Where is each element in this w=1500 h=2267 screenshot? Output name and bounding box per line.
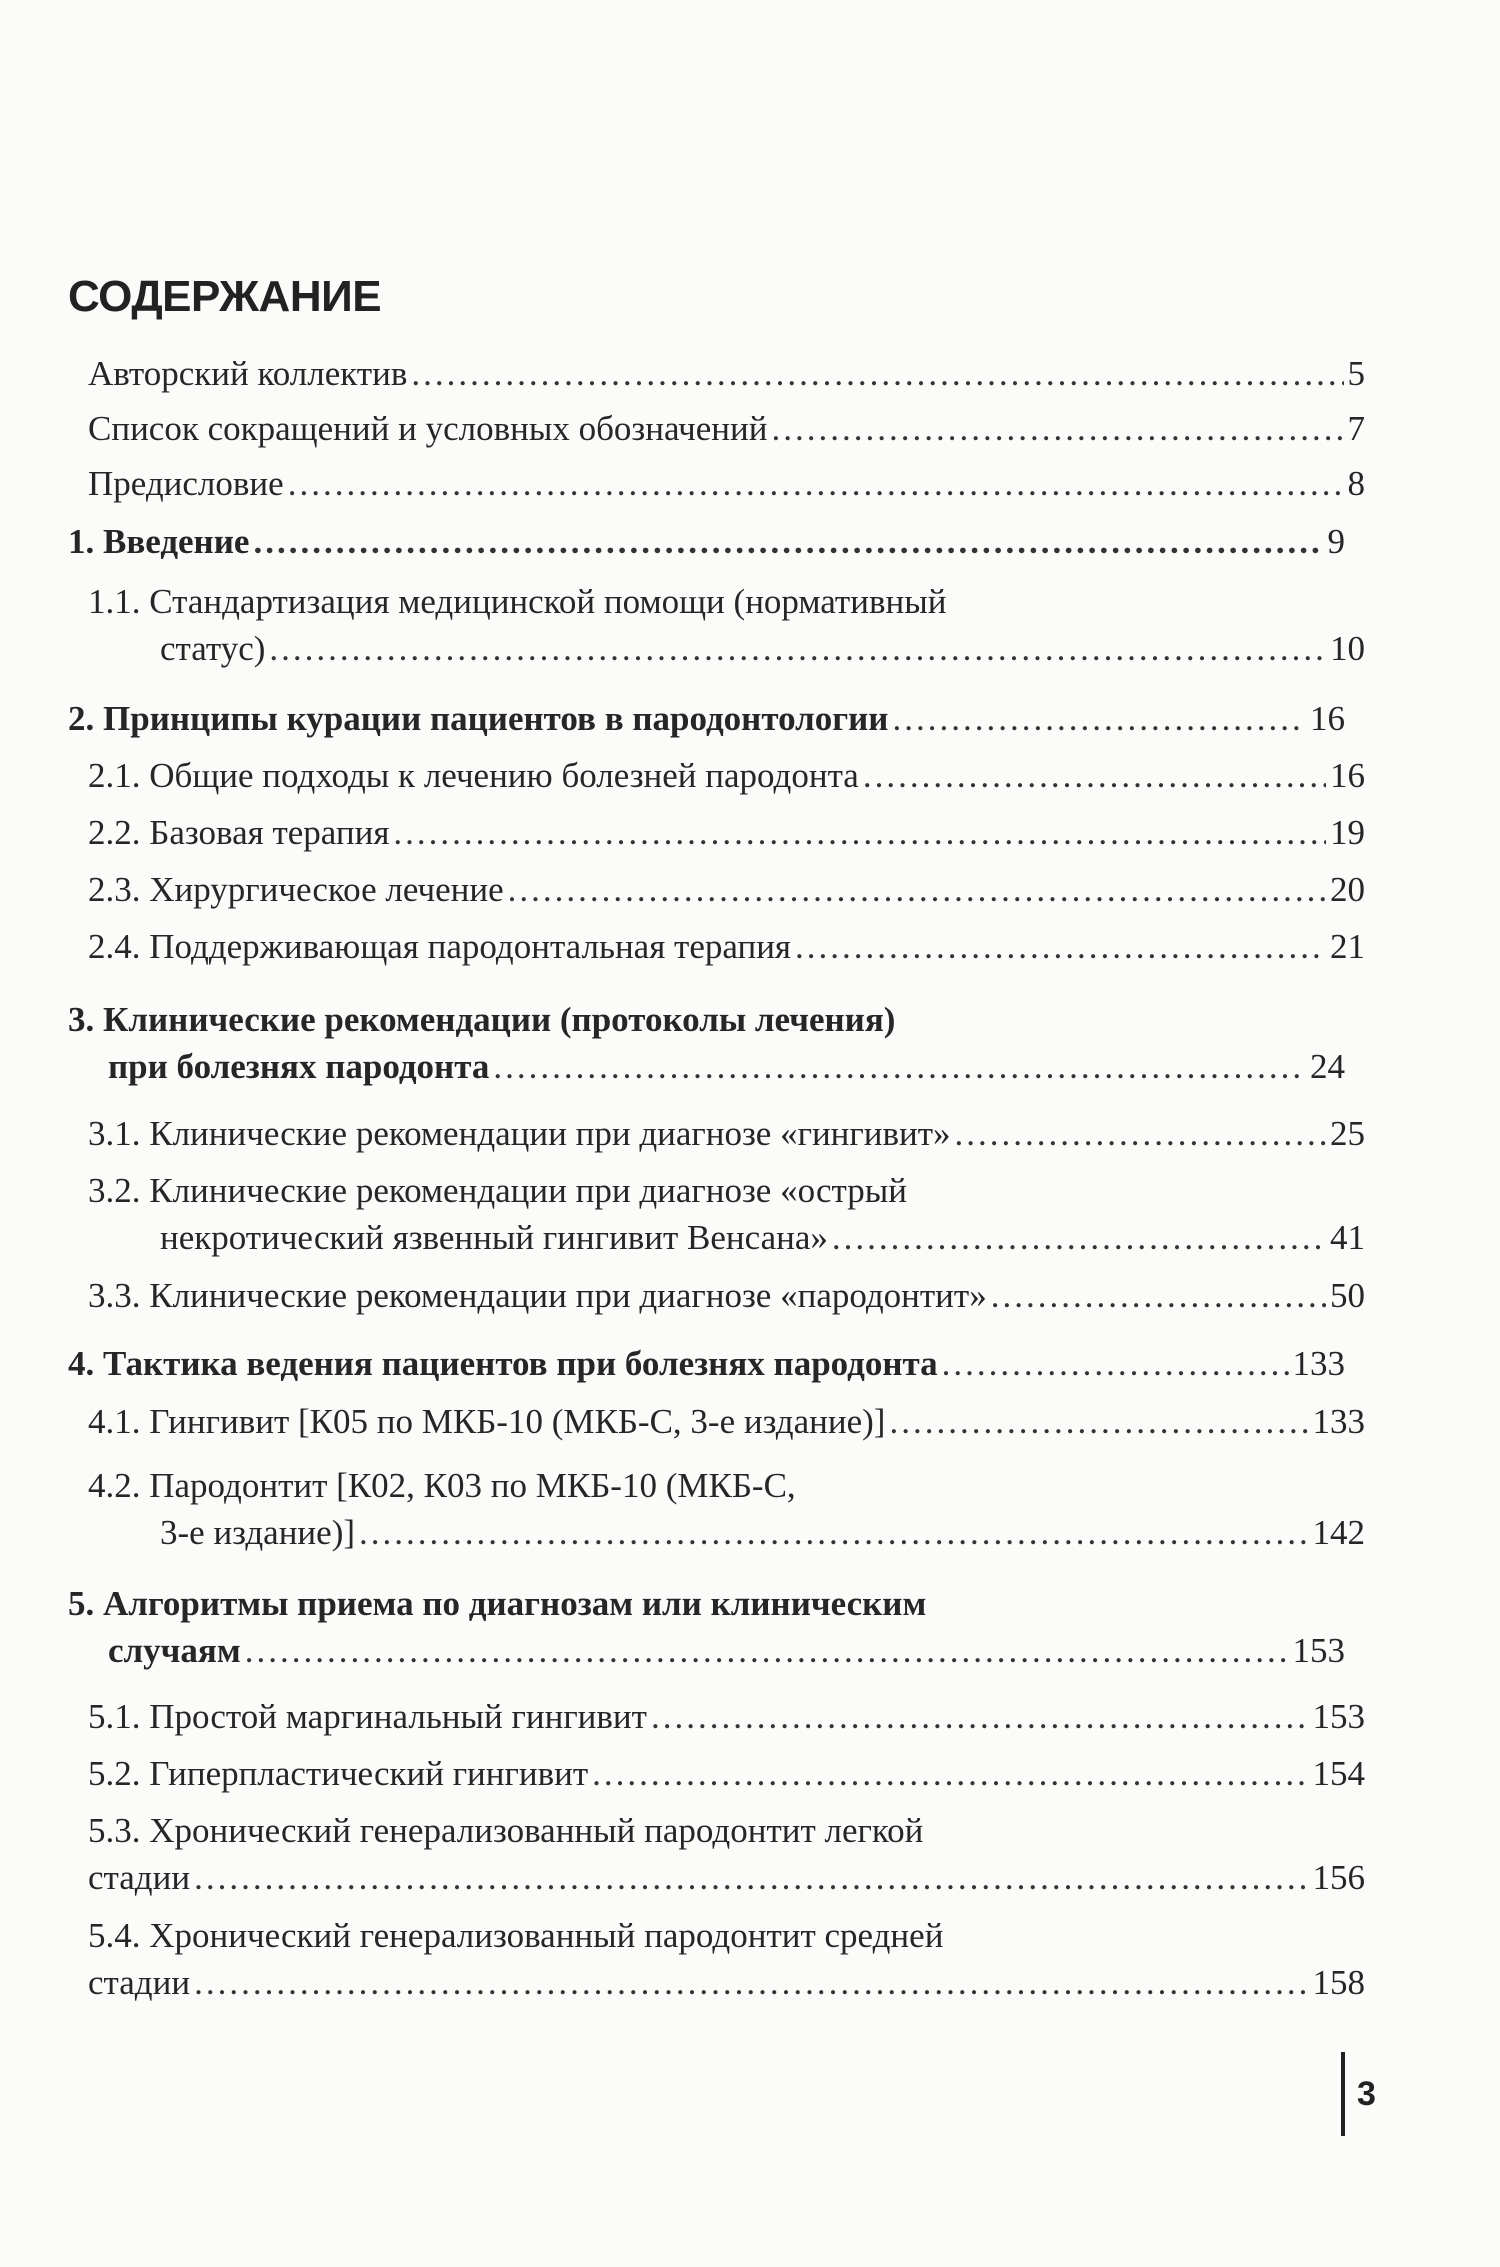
- toc-entry-label: 2.2. Базовая терапия: [88, 813, 390, 852]
- toc-entry: [68, 1272, 1365, 1319]
- toc-entry-page: 24: [1310, 1047, 1345, 1086]
- toc-entry-label-cont: при болезнях пародонта: [108, 1047, 490, 1086]
- toc-entry-page: 142: [1312, 1513, 1365, 1552]
- dot-leader: [288, 460, 1344, 507]
- toc-entry-label: 1. Введение: [68, 522, 250, 561]
- dot-leader: [411, 350, 1343, 397]
- toc-entry-page: 10: [1330, 629, 1365, 668]
- toc-entry-page: 16: [1330, 756, 1365, 795]
- dot-leader: [832, 1214, 1326, 1261]
- toc-entry-label: 2.1. Общие подходы к лечению болезней пародонта: [88, 756, 859, 795]
- toc-entry: [68, 1110, 1365, 1157]
- dot-leader: [359, 1509, 1308, 1556]
- page-number-text: 3: [1357, 2074, 1376, 2113]
- toc-entry-label: 3.1. Клинические рекомендации при диагнозе «гингивит»: [88, 1114, 951, 1153]
- dot-leader: [269, 625, 1326, 672]
- toc-entry-page: 133: [1312, 1402, 1365, 1441]
- toc-entry-label: 4.1. Гингивит [К05 по МКБ-10 (МКБ-С, 3-е издание)]: [88, 1402, 886, 1441]
- toc-entry-label-cont: некротический язвенный гингивит Венсана»: [160, 1218, 828, 1257]
- toc-entry-page: 19: [1330, 813, 1365, 852]
- toc-entry-label-cont: случаям: [108, 1631, 241, 1670]
- toc-entry: [68, 1750, 1365, 1797]
- toc-entry: [68, 1462, 1365, 1556]
- dot-leader: [991, 1272, 1326, 1319]
- toc-entry-label: 4. Тактика ведения пациентов при болезнях пародонта: [68, 1344, 938, 1383]
- toc-entry-label: Предисловие: [88, 464, 284, 503]
- dot-leader: [194, 1854, 1308, 1901]
- toc-entry: [68, 1807, 1365, 1901]
- toc-entry-label: 2.3. Хирургическое лечение: [88, 870, 504, 909]
- toc-entry-page: 158: [1312, 1963, 1365, 2002]
- toc-entry: [68, 1167, 1365, 1261]
- toc-entry-page: 20: [1330, 870, 1365, 909]
- dot-leader: [892, 695, 1306, 742]
- toc-entry-page: 50: [1330, 1276, 1365, 1315]
- toc-entry: [68, 578, 1365, 672]
- toc-entry-label: 5.4. Хронический генерализованный пародонтит средней: [88, 1916, 944, 1955]
- toc-section: [68, 996, 1345, 1090]
- toc-entry: [68, 809, 1365, 856]
- toc-entry-label-cont: стадии: [88, 1858, 191, 1897]
- toc-entry-label: 5.2. Гиперпластический гингивит: [88, 1754, 589, 1793]
- dot-leader: [889, 1398, 1308, 1445]
- page-number: [1341, 2052, 1376, 2136]
- dot-leader: [393, 809, 1326, 856]
- toc-entry-page: 7: [1347, 409, 1365, 448]
- toc-entry: [68, 1693, 1365, 1740]
- toc-entry: [68, 1912, 1365, 2006]
- toc-entry-page: 133: [1292, 1344, 1345, 1383]
- toc-entry-page: 8: [1347, 464, 1365, 503]
- toc-entry-page: 9: [1327, 522, 1345, 561]
- dot-leader: [863, 752, 1326, 799]
- dot-leader: [253, 518, 1323, 565]
- toc-entry-page: 5: [1347, 354, 1365, 393]
- dot-leader: [771, 405, 1343, 452]
- toc-section: [68, 518, 1345, 565]
- toc-entry-label: 5.1. Простой маргинальный гингивит: [88, 1697, 647, 1736]
- toc-entry-label: 2.4. Поддерживающая пародонтальная терапия: [88, 927, 792, 966]
- dot-leader: [955, 1110, 1326, 1157]
- toc-entry: [68, 866, 1365, 913]
- toc-entry-label: 5. Алгоритмы приема по диагнозам или клиническим: [68, 1584, 927, 1623]
- toc-entry: [68, 350, 1365, 397]
- toc-entry-label: 3.2. Клинические рекомендации при диагнозе «острый: [88, 1171, 907, 1210]
- toc-entry-page: 41: [1330, 1218, 1365, 1257]
- toc-entry: [68, 1398, 1365, 1445]
- toc-entry-label-cont: статус): [160, 629, 266, 668]
- toc-entry: [68, 752, 1365, 799]
- toc-entry-page: 153: [1312, 1697, 1365, 1736]
- toc-section: [68, 695, 1345, 742]
- dot-leader: [592, 1750, 1308, 1797]
- toc-section: [68, 1340, 1345, 1387]
- dot-leader: [942, 1340, 1289, 1387]
- toc-entry-label: 3. Клинические рекомендации (протоколы лечения): [68, 1000, 896, 1039]
- page-title: СОДЕРЖАНИЕ: [68, 272, 382, 321]
- dot-leader: [651, 1693, 1309, 1740]
- toc-entry-page: 25: [1330, 1114, 1365, 1153]
- toc-entry-page: 153: [1292, 1631, 1345, 1670]
- toc-entry-label: 2. Принципы курации пациентов в пародонтологии: [68, 699, 889, 738]
- toc-entry-label: 4.2. Пародонтит [К02, К03 по МКБ-10 (МКБ-С,: [88, 1466, 796, 1505]
- dot-leader: [493, 1043, 1306, 1090]
- toc-entry: [68, 460, 1365, 507]
- toc-entry-label: Авторский коллектив: [88, 354, 408, 393]
- toc-entry-page: 21: [1330, 927, 1365, 966]
- dot-leader: [245, 1627, 1289, 1674]
- dot-leader: [508, 866, 1326, 913]
- toc-entry-page: 16: [1310, 699, 1345, 738]
- toc-section: [68, 1580, 1345, 1674]
- toc-entry-label: Список сокращений и условных обозначений: [88, 409, 768, 448]
- dot-leader: [194, 1959, 1308, 2006]
- toc-entry-page: 156: [1312, 1858, 1365, 1897]
- toc-entry-label-cont: стадии: [88, 1963, 191, 2002]
- toc-entry: [68, 405, 1365, 452]
- toc-entry-label-cont: 3-е издание)]: [160, 1513, 356, 1552]
- toc-entry: [68, 923, 1365, 970]
- toc-entry-label: 5.3. Хронический генерализованный пародонтит легкой: [88, 1811, 924, 1850]
- toc-entry-label: 1.1. Стандартизация медицинской помощи (нормативный: [88, 582, 947, 621]
- toc-entry-label: 3.3. Клинические рекомендации при диагнозе «пародонтит»: [88, 1276, 987, 1315]
- dot-leader: [795, 923, 1326, 970]
- toc-entry-page: 154: [1312, 1754, 1365, 1793]
